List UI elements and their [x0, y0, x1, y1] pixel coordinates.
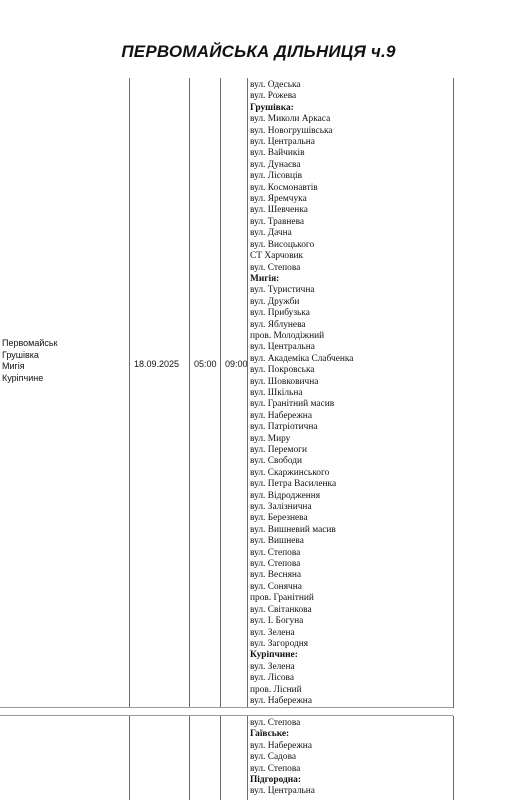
locality-name: Грушівка — [2, 349, 39, 360]
locality-header: Куріпчине: — [250, 650, 298, 661]
street-item: вул. Новогрушівська — [250, 125, 333, 136]
street-item: вул. Шевченка — [250, 205, 308, 216]
grid-line — [0, 715, 453, 716]
grid-line — [247, 716, 248, 800]
street-item: вул. Петра Василенка — [250, 479, 337, 490]
street-item: вул. Туристична — [250, 285, 315, 296]
street-item: вул. Світанкова — [250, 604, 312, 615]
street-item: вул. Сонячна — [250, 581, 302, 592]
grid-line — [220, 716, 221, 800]
street-item: вул. Шовковична — [250, 376, 319, 387]
date-cell: 18.09.2025 — [134, 359, 180, 369]
street-item: вул. Прибузька — [250, 308, 310, 319]
street-item: вул. Березнева — [250, 513, 308, 524]
localities-cell — [2, 338, 127, 384]
street-item: вул. Степова — [250, 559, 301, 570]
street-item: вул. Лісовців — [250, 171, 303, 182]
street-item: вул. Травнева — [250, 216, 305, 227]
grid-line — [189, 716, 190, 800]
street-item: вул. Дачна — [250, 228, 292, 239]
locality-name: Первомайськ — [2, 338, 58, 348]
street-item: вул. Патріотична — [250, 422, 318, 433]
street-item: вул. Яблунева — [250, 319, 306, 330]
locality-header: Мигія: — [250, 273, 280, 284]
street-item: вул. Вишнева — [250, 536, 304, 547]
street-item: вул. Весняна — [250, 570, 302, 581]
locality-name: Куріпчине — [2, 372, 44, 383]
grid-line — [453, 716, 454, 800]
grid-line — [129, 716, 130, 800]
street-item: вул. Загородня — [250, 638, 309, 649]
grid-line — [129, 78, 130, 708]
street-list — [250, 718, 450, 798]
street-item: вул. Покровська — [250, 365, 315, 376]
street-item: вул. Академіка Слабченка — [250, 353, 354, 364]
street-item: вул. Гранітний масив — [250, 399, 335, 410]
end-time-cell: 09:00 — [225, 359, 248, 369]
street-item: вул. Центральна — [250, 342, 315, 353]
street-item: вул. Степова — [250, 262, 301, 273]
street-item: вул. Свободи — [250, 456, 303, 467]
locality-name: Мигія — [2, 361, 25, 371]
street-item: вул. Шкільна — [250, 387, 303, 398]
grid-line — [453, 78, 454, 708]
street-item: вул. Яремчука — [250, 194, 307, 205]
street-item: вул. Перемоги — [250, 445, 308, 455]
street-item: вул. Вайчиків — [250, 148, 305, 159]
street-item: вул. Степова — [250, 763, 301, 774]
street-item: вул. Відродження — [250, 490, 321, 501]
street-item: вул. Рожева — [250, 91, 297, 102]
street-item: вул. Степова — [250, 718, 301, 728]
street-item: вул. Висоцького — [250, 239, 315, 250]
street-item: вул. Миру — [250, 433, 291, 444]
street-item: вул. Центральна — [250, 786, 315, 797]
street-item: вул. Дунаєва — [250, 159, 301, 170]
street-item: вул. Лісова — [250, 673, 295, 684]
street-item: вул. Скаржинського — [250, 467, 330, 478]
street-item: вул. Залізнична — [250, 502, 312, 513]
street-item: вул. Космонавтів — [250, 182, 318, 193]
grid-line — [220, 78, 221, 708]
street-item: пров. Молодіжний — [250, 330, 325, 341]
locality-header: Гаївське: — [250, 729, 290, 740]
street-item: вул. І. Богуна — [250, 616, 304, 627]
locality-header: Грушівка: — [250, 102, 294, 113]
street-item: вул. Степова — [250, 547, 301, 558]
street-item: вул. Одеська — [250, 80, 301, 90]
street-item: вул. Садова — [250, 752, 297, 763]
street-item: вул. Центральна — [250, 137, 315, 148]
street-list — [250, 80, 450, 707]
grid-line — [247, 78, 248, 708]
street-item: вул. Зелена — [250, 661, 295, 672]
locality-header: Підгородна: — [250, 775, 301, 786]
page-title: ПЕРВОМАЙСЬКА ДІЛЬНИЦЯ ч.9 — [121, 42, 396, 61]
grid-line — [189, 78, 190, 708]
street-item: вул. Набережна — [250, 695, 312, 706]
street-item: вул. Вишневий масив — [250, 524, 336, 535]
street-item: вул. Миколи Аркаса — [250, 114, 331, 125]
street-item: СТ Харчовик — [250, 251, 304, 262]
start-time-cell: 05:00 — [194, 359, 217, 369]
street-item: вул. Зелена — [250, 627, 295, 638]
street-item: вул. Набережна — [250, 410, 312, 421]
street-item: вул. Набережна — [250, 740, 312, 751]
street-item: пров. Гранітний — [250, 593, 314, 604]
street-item: вул. Дружби — [250, 296, 300, 307]
street-item: пров. Лісний — [250, 684, 302, 695]
